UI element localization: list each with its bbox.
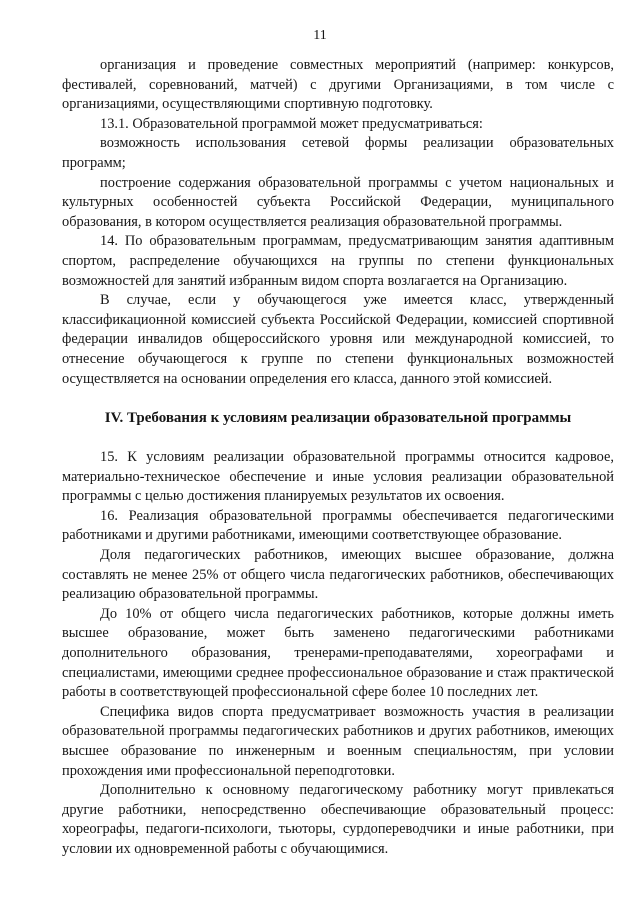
paragraph: возможность использования сетевой формы реализации образовательных программ; <box>62 135 614 171</box>
paragraph: Дополнительно к основному педагогическому работнику могут привлекаться другие работники, непосредственно обеспечивающие образовательный процесс: хореографы, педагоги-психологи, тьюторы, сурдопереводчики и иные работники, при условии их одновременной работы с обучающимися. <box>62 782 614 857</box>
page-number: 11 <box>313 28 327 43</box>
paragraph: 16. Реализация образовательной программы обеспечивается педагогическими работниками и другими работниками, имеющими соответствующее образование. <box>62 507 614 544</box>
paragraph: 13.1. Образовательной программой может предусматриваться: <box>100 115 483 132</box>
paragraph: построение содержания образовательной программы с учетом национальных и культурных особенностей субъекта Российской Федерации, муниципального образования, в котором осуществляется реализация образовательной программы. <box>62 174 614 230</box>
paragraph: организация и проведение совместных мероприятий (например: конкурсов, фестивалей, соревнований, матчей) с другими Организациями, в том числе с организациями, осуществляющими спортивную подготовку. <box>62 57 614 113</box>
paragraph: Доля педагогических работников, имеющих высшее образование, должна составлять не менее 25% от общего числа педагогических работников, обеспечивающих реализацию образовательной программы. <box>62 547 614 603</box>
paragraph: Специфика видов спорта предусматривает возможность участия в реализации образовательной программы педагогических работников и других работников, имеющих высшее образование по инженерным и военным специальностям, при условии прохождения ими профессиональной переподготовки. <box>62 703 614 779</box>
paragraph: 14. По образовательным программам, предусматривающим занятия адаптивным спортом, распределение обучающихся на группы по степени функциональных возможностей для занятий избранным видом спорта возлагается на Организацию. <box>62 233 614 289</box>
section-heading: IV. Требования к условиям реализации образовательной программы <box>104 410 572 427</box>
paragraph: До 10% от общего числа педагогических работников, которые должны иметь высшее образование, может быть заменено педагогическими работниками дополнительного образования, тренерами-преподавателями, хореографами и специалистами, имеющими среднее профессиональное образование и стаж практической работы в соответствующей профессиональной сфере более 10 последних лет. <box>62 605 614 701</box>
paragraph: 15. К условиям реализации образовательной программы относится кадровое, материально-техническое обеспечение и иные условия реализации образовательной программы с целью достижения планируемых результатов их освоения. <box>62 449 614 505</box>
document-body <box>62 56 614 860</box>
paragraph: В случае, если у обучающегося уже имеется класс, утвержденный классификационной комиссией субъекта Российской Федерации, комиссией спортивной федерации инвалидов общероссийского уровня или международной комиссией, то отнесение обучающегося к группе по степени функциональных возможностей осуществляется на основании определения его класса, данного этой комиссией. <box>62 292 614 387</box>
